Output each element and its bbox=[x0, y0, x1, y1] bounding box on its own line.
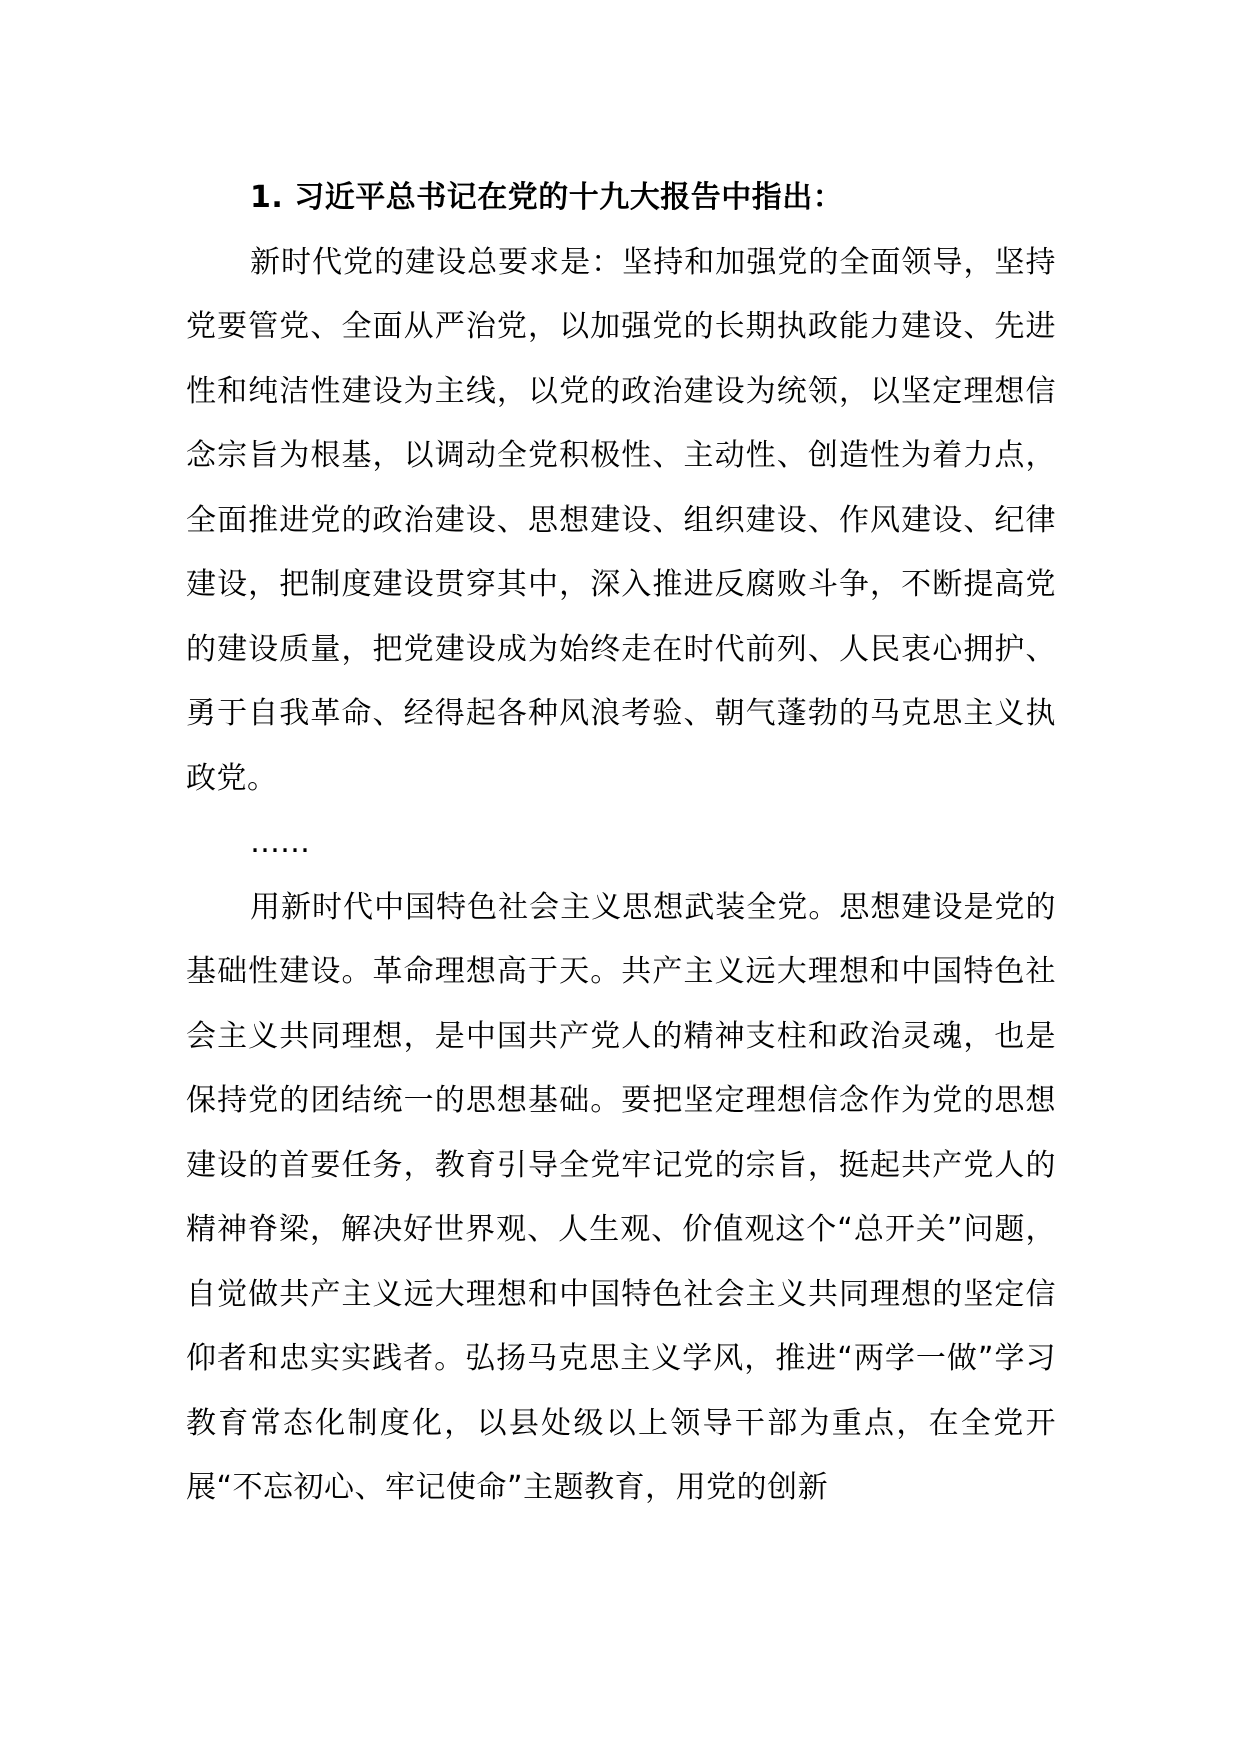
paragraph-ideological-building: 用新时代中国特色社会主义思想武装全党。思想建设是党的基础性建设。革命理想高于天。共产主义远大理想和中国特色社会主义共同理想，是中国共产党人的精神支柱和政治灵魂，也是保持党的团结统一的思想基础。要把坚定理想信念作为党的思想建设的首要任务，教育引导全党牢记党的宗旨，挺起共产党人的精神脊梁，解决好世界观、人生观、价值观这个“总开关”问题，自觉做共产主义远大理想和中国特色社会主义共同理想的坚定信仰者和忠实实践者。弘扬马克思主义学风，推进“两学一做”学习教育常态化制度化，以县处级以上领导干部为重点，在全党开展“不忘初心、牢记使命”主题教育，用党的创新 bbox=[186, 889, 1056, 1505]
paragraph-party-building-requirements: 新时代党的建设总要求是：坚持和加强党的全面领导，坚持党要管党、全面从严治党，以加强党的长期执政能力建设、先进性和纯洁性建设为主线，以党的政治建设为统领，以坚定理想信念宗旨为根基，以调动全党积极性、主动性、创造性为着力点，全面推进党的政治建设、思想建设、组织建设、作风建设、纪律建设，把制度建设贯穿其中，深入推进反腐败斗争，不断提高党的建设质量，把党建设成为始终走在时代前列、人民衷心拥护、勇于自我革命、经得起各种风浪考验、朝气蓬勃的马克思主义执政党。 bbox=[186, 244, 1056, 796]
omission-ellipsis: …… bbox=[250, 825, 310, 860]
document-body bbox=[186, 166, 1056, 1521]
section-heading: 1. 习近平总书记在党的十九大报告中指出： bbox=[250, 180, 844, 215]
